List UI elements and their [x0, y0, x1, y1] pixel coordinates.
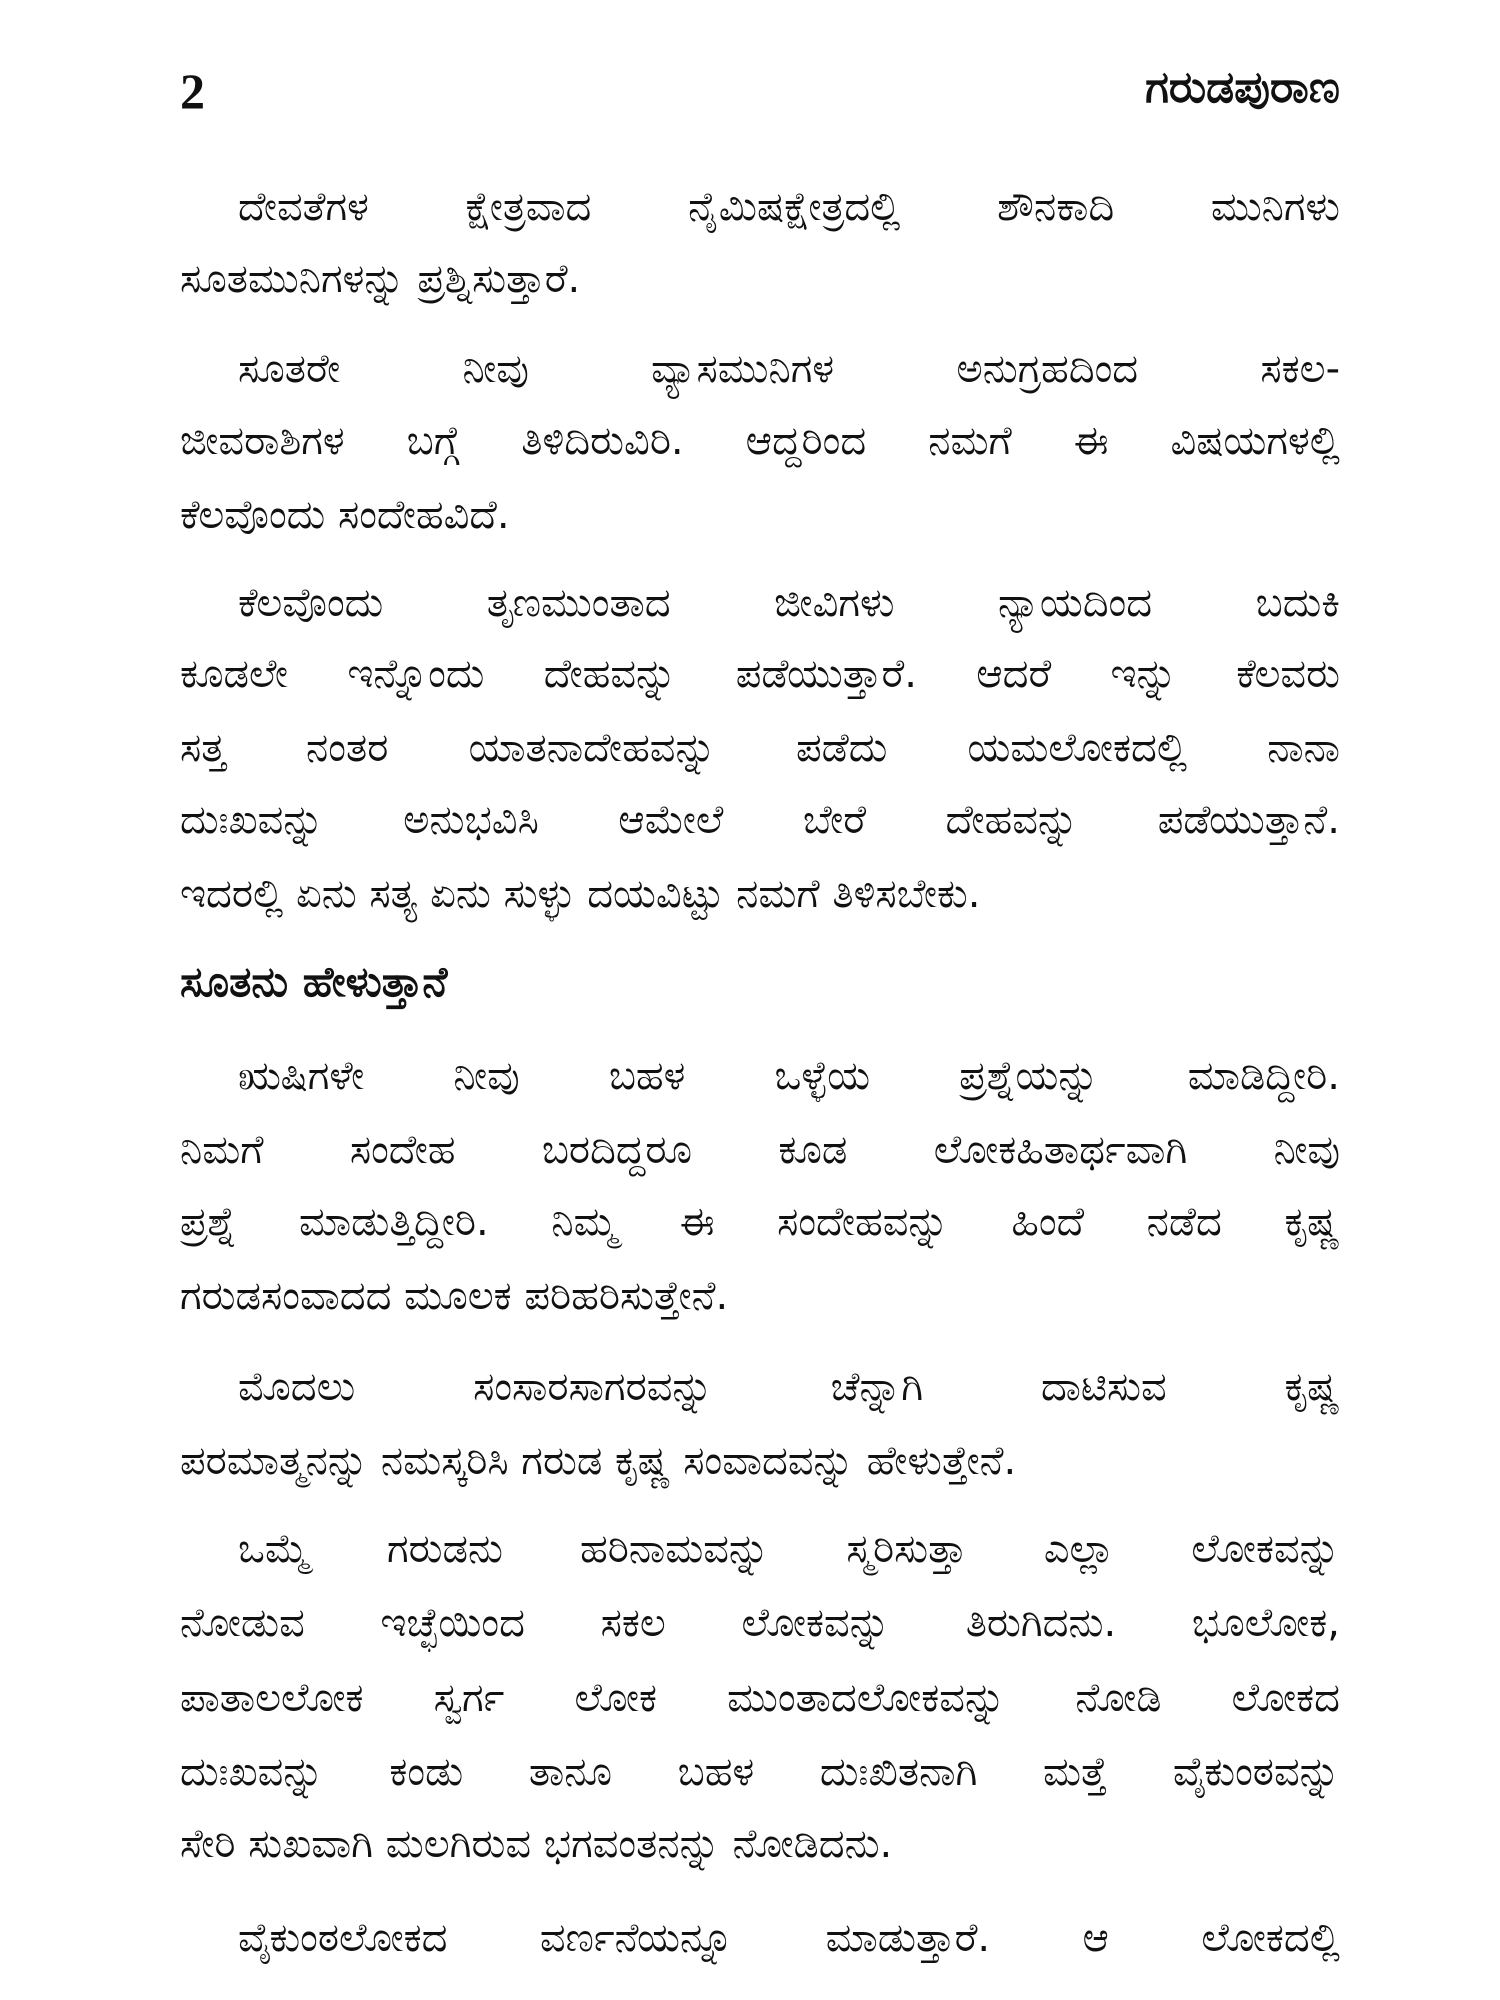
text-line: ವೈಕುಂಠಲೋಕದ ವರ್ಣನೆಯನ್ನೂ ಮಾಡುತ್ತಾರೆ. ಆ ಲೋಕದಲ್ಲಿ	[238, 1915, 1340, 1961]
text-line: ಋಷಿಗಳೇ ನೀವು ಬಹಳ ಒಳ್ಳೆಯ ಪ್ರಶ್ನೆಯನ್ನು ಮಾಡಿದ್ದೀರಿ.	[238, 1053, 1340, 1099]
text-line: ಜೀವರಾಶಿಗಳ ಬಗ್ಗೆ ತಿಳಿದಿರುವಿರಿ. ಆದ್ದರಿಂದ ನಮಗೆ ಈ ವಿಷಯಗಳಲ್ಲಿ	[180, 418, 1340, 464]
text-line: ದೇವತೆಗಳ ಕ್ಷೇತ್ರವಾದ ನೈಮಿಷಕ್ಷೇತ್ರದಲ್ಲಿ ಶೌನಕಾದಿ ಮುನಿಗಳು	[238, 184, 1340, 230]
text-line: ಗರುಡಸಂವಾದದ ಮೂಲಕ ಪರಿಹರಿಸುತ್ತೇನೆ.	[180, 1273, 729, 1319]
page-number: 2	[180, 63, 205, 119]
running-title: ಗರುಡಪುರಾಣ	[1145, 62, 1340, 113]
text-line: ಒಮ್ಮೆ ಗರುಡನು ಹರಿನಾಮವನ್ನು ಸ್ಮರಿಸುತ್ತಾ ಎಲ್ಲಾ ಲೋಕವನ್ನು	[238, 1526, 1340, 1572]
text-line: ದುಃಖವನ್ನು ಕಂಡು ತಾನೂ ಬಹಳ ದುಃಖಿತನಾಗಿ ಮತ್ತೆ ವೈಕುಂಠವನ್ನು	[180, 1749, 1340, 1795]
text-line: ಸೂತರೇ ನೀವು ವ್ಯಾಸಮುನಿಗಳ ಅನುಗ್ರಹದಿಂದ ಸಕಲ-	[238, 346, 1340, 392]
text-line: ಕೂಡಲೇ ಇನ್ನೊಂದು ದೇಹವನ್ನು ಪಡೆಯುತ್ತಾರೆ. ಆದರೆ ಇನ್ನು ಕೆಲವರು	[180, 651, 1340, 697]
text-line: ಪಾತಾಲಲೋಕ ಸ್ವರ್ಗ ಲೋಕ ಮುಂತಾದಲೋಕವನ್ನು ನೋಡಿ ಲೋಕದ	[180, 1675, 1340, 1721]
text-line: ಸೂತಮುನಿಗಳನ್ನು ಪ್ರಶ್ನಿಸುತ್ತಾರೆ.	[180, 256, 581, 302]
text-line: ನೋಡುವ ಇಚ್ಛೆಯಿಂದ ಸಕಲ ಲೋಕವನ್ನು ತಿರುಗಿದನು. ಭೂಲೋಕ,	[180, 1600, 1340, 1646]
text-line: ಇದರಲ್ಲಿ ಏನು ಸತ್ಯ ಏನು ಸುಳ್ಳು ದಯವಿಟ್ಟು ನಮಗೆ ತಿಳಿಸಬೇಕು.	[180, 871, 981, 917]
text-line: ಕೆಲವೊಂದು ತೃಣಮುಂತಾದ ಜೀವಿಗಳು ನ್ಯಾಯದಿಂದ ಬದುಕಿ	[238, 580, 1340, 626]
text-line: ಪ್ರಶ್ನೆ ಮಾಡುತ್ತಿದ್ದೀರಿ. ನಿಮ್ಮ ಈ ಸಂದೇಹವನ್ನು ಹಿಂದೆ ನಡೆದ ಕೃಷ್ಣ	[180, 1199, 1340, 1245]
text-line: ದುಃಖವನ್ನು ಅನುಭವಿಸಿ ಆಮೇಲೆ ಬೇರೆ ದೇಹವನ್ನು ಪಡೆಯುತ್ತಾನೆ.	[180, 797, 1340, 843]
text-line: ನಿಮಗೆ ಸಂದೇಹ ಬರದಿದ್ದರೂ ಕೂಡ ಲೋಕಹಿತಾರ್ಥವಾಗಿ ನೀವು	[180, 1127, 1340, 1173]
section-heading: ಸೂತನು ಹೇಳುತ್ತಾನೆ	[180, 957, 448, 1006]
text-line: ಪರಮಾತ್ಮನನ್ನು ನಮಸ್ಕರಿಸಿ ಗರುಡ ಕೃಷ್ಣ ಸಂವಾದವನ್ನು ಹೇಳುತ್ತೇನೆ.	[180, 1438, 1017, 1484]
text-line: ಮೊದಲು ಸಂಸಾರಸಾಗರವನ್ನು ಚೆನ್ನಾಗಿ ದಾಟಿಸುವ ಕೃಷ್ಣ	[238, 1364, 1340, 1410]
text-line: ಸತ್ತ ನಂತರ ಯಾತನಾದೇಹವನ್ನು ಪಡೆದು ಯಮಲೋಕದಲ್ಲಿ ನಾನಾ	[180, 725, 1340, 771]
text-line: ಕೆಲವೊಂದು ಸಂದೇಹವಿದೆ.	[180, 492, 510, 538]
text-line: ಸೇರಿ ಸುಖವಾಗಿ ಮಲಗಿರುವ ಭಗವಂತನನ್ನು ನೋಡಿದನು.	[180, 1821, 893, 1867]
